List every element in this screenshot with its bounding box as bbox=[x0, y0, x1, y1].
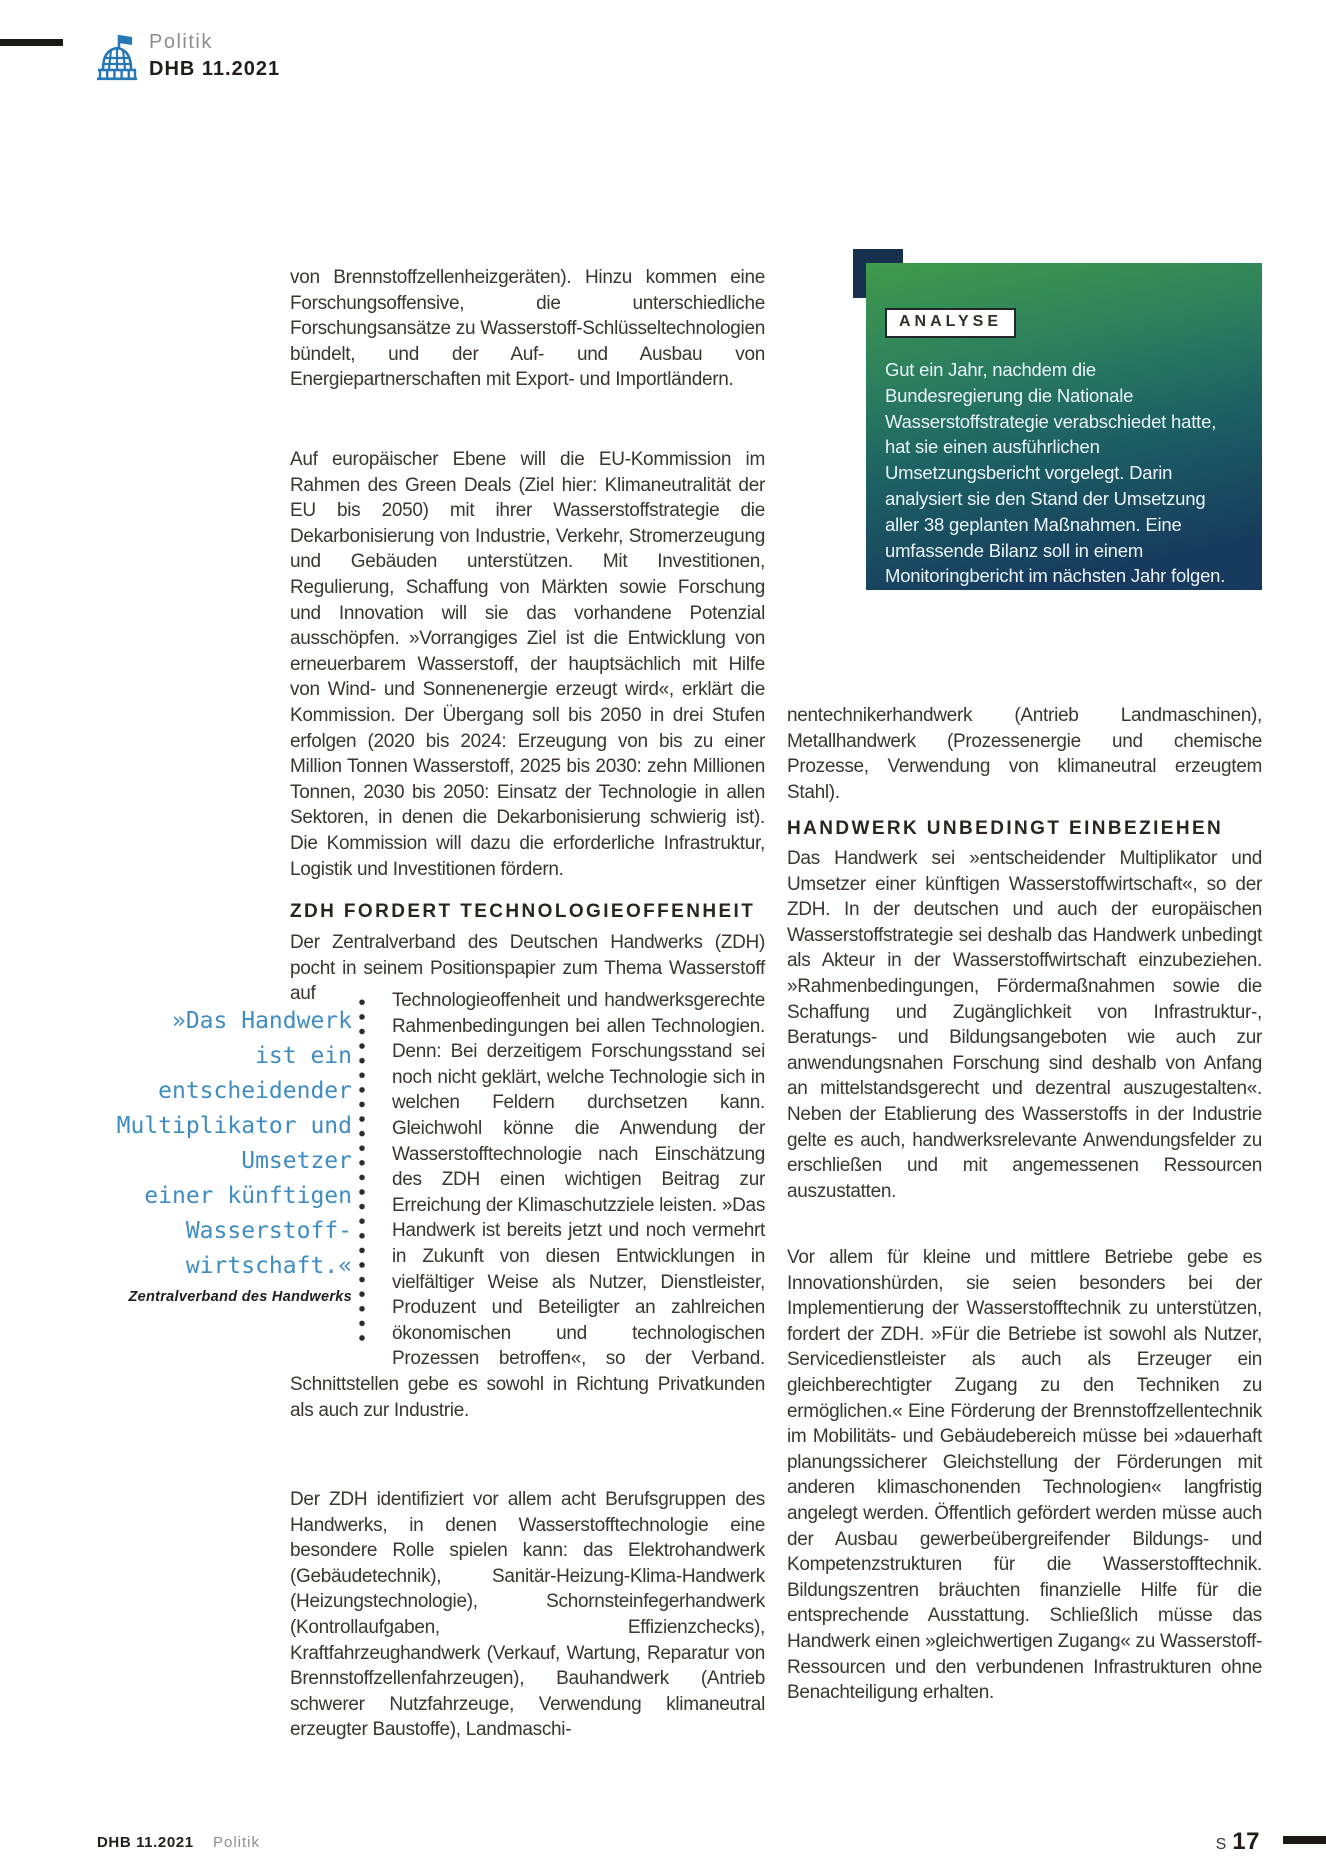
pull-quote-line: wirtschaft.« bbox=[185, 1253, 352, 1279]
body-paragraph-2: Auf europäischer Ebene will die EU-Kommission im Rahmen des Green Deals (Ziel hier: Klimaneutralität der EU bis 2050) mit ihrer Wasserstoffstrategie die Dekarbonisierung von Industrie, Verkehr, Stromerzeugung und Gebäuden unterstützen. Mit Investitionen, Regulierung, Schaffung von Märkten sowie Forschung und Innovation will sie das vorhandene Potenzial ausschöpfen. »Vorrangiges Ziel ist die Entwicklung von erneuerbarem Wasserstoff, der hauptsächlich mit Hilfe von Wind- und Sonnenenergie erzeugt wird«, erklärt die Kommission. Der Übergang soll bis 2050 in drei Stufen erfolgen (2020 bis 2024: Erzeugung von bis zu einer Million Tonnen Wasserstoff, 2025 bis 2030: zehn Millionen Tonnen, 2030 bis 2050: Einsatz der Technologie in allen Sektoren, in denen die Dekarbonisierung schwierig ist). Die Kommission will dazu die erforderliche Infrastruktur, Logistik und Investitionen fördern. bbox=[290, 449, 765, 880]
dotted-rule bbox=[358, 995, 366, 1347]
body-paragraph-1: von Brennstoffzellenheizgeräten). Hinzu kommen eine Forschungsoffensive, die unterschiedliche Forschungsansätze zu Wasserstoff-Schlüsseltechnologien bündelt, und der Auf- und Ausbau von Energiepartnerschaften mit Export- und Importländern. bbox=[290, 267, 765, 391]
page-number-value: 17 bbox=[1232, 1828, 1260, 1855]
footer-rule bbox=[1283, 1836, 1326, 1844]
body-paragraph-3-intro: Der Zentralverband des Deutschen Handwerks (ZDH) pocht in seinem Positionspapier zum Thema Wasserstoff auf bbox=[290, 932, 765, 1005]
issue-label: DHB 11.2021 bbox=[149, 58, 281, 80]
body-paragraph-4: Der ZDH identifiziert vor allem acht Berufsgruppen des Handwerks, in denen Wasserstofftechnologie eine besondere Rolle spielen kann: das Elektrohandwerk (Gebäudetechnik), Sanitär-Heizung-Klima-Handwerk (Heizungstechnologie), Schornsteinfegerhandwerk (Kontrollaufgaben, Effizienzchecks), Kraftfahrzeughandwerk (Verkauf, Wartung, Reparatur von Brennstoffzellenfahrzeugen), Bauhandwerk (Antrieb schwerer Nutzfahrzeuge, Verwendung klimaneutral erzeugter Baustoffe), Landmaschi- bbox=[290, 1489, 765, 1741]
flag-shape bbox=[119, 35, 132, 45]
pull-quote-line: Multiplikator und bbox=[116, 1113, 352, 1139]
pull-quote-attribution: Zentralverband des Handwerks bbox=[128, 1289, 352, 1305]
section-kicker: Politik bbox=[149, 31, 213, 53]
analyse-box bbox=[866, 263, 1262, 590]
body-paragraph-3-wrapped: Technologieoffenheit und handwerksgerechte Rahmenbedingungen bei allen Technologien. Denn: Bei derzeitigem Forschungsstand sei noch nicht geklärt, welche Technologie sich in welchen Feldern durchsetzen kann. Gleichwohl könne die Anwendung der Wasserstofftechnologie nach Einschätzung des ZDH einen wichtigen Beitrag zur Erreichung der Klimaschutzziele leisten. »Das Handwerk ist bereits jetzt und noch vermehrt in Zukunft von diesen Entwicklungen in vielfältiger Weise als Nutzer, Dienstleister, Produzent und Beteiligter an zahlreichen ökonomischen und technologischen Prozessen betroffen«, so der Verband. Schnittstellen gebe es sowohl in Richtung Privatkunden als auch zur Industrie. bbox=[290, 990, 766, 1421]
analyse-label: ANALYSE bbox=[885, 308, 1016, 338]
body-paragraph-7: Vor allem für kleine und mittlere Betriebe gebe es Innovationshürden, sie seien besonders bei der Implementierung der Wasserstofftechnik zu unterstützen, fordert der ZDH. »Für die Betriebe ist sowohl als Nutzer, Servicedienstleister als auch als Erzeuger ein gleichberechtigter Zugang zu den Techniken zu ermöglichen.« Eine Förderung der Brennstoffzellentechnik im Mobilitäts- und Gebäudebereich müsse bei »dauerhaft planungssicherer Gleichstellung der Förderungen mit anderen klimaschonenden Technologien« langfristig angelegt werden. Öffentlich gefördert werden müsse auch der Ausbau gewerbeübergreifender Bildungs- und Kompetenzstrukturen für die Wasserstofftechnik. Bildungszentren bräuchten finanzielle Hilfe für die entsprechende Ausstattung. Schließlich müsse das Handwerk einen »gleichwertigen Zugang« zu Wasserstoff-Ressourcen und den verbundenen Infrastrukturen ohne Benachteiligung erhalten. bbox=[787, 1247, 1262, 1704]
section-heading-zdh: ZDH FORDERT TECHNOLOGIEOFFENHEIT bbox=[290, 901, 756, 922]
body-paragraph-5: nentechnikerhandwerk (Antrieb Landmaschinen), Metallhandwerk (Prozessenergie und chemische Prozesse, Verwendung von klimaneutral erzeugtem Stahl). bbox=[787, 705, 1262, 803]
pull-quote-line: einer künftigen bbox=[144, 1183, 352, 1209]
pull-quote-line: Umsetzer bbox=[241, 1148, 352, 1174]
body-paragraph-6: Das Handwerk sei »entscheidender Multiplikator und Umsetzer einer künftigen Wasserstoffwirtschaft«, so der ZDH. In der deutschen und auch der europäischen Wasserstoffstrategie sei deshalb das Handwerk unbedingt als Akteur in der Wasserstoffwirtschaft einzubeziehen. »Rahmenbedingungen, Fördermaßnahmen sowie die Schaffung und Zugänglichkeit von Infrastruktur-, Beratungs- und Bildungsangeboten wie auch zur anwendungsnahen Forschung sind deshalb von Anfang an mittelstandsgerecht und dezentral auszugestalten«. Neben der Etablierung des Wasserstoffs in der Industrie gelte es auch, handwerksrelevante Anwendungsfelder zu erschließen und mit angemessenen Ressourcen auszustatten. bbox=[787, 848, 1262, 1202]
pull-quote-line: ist ein bbox=[255, 1043, 352, 1069]
masthead-rule bbox=[0, 39, 63, 46]
pull-quote-line: »Das Handwerk bbox=[171, 1008, 352, 1034]
footer-section: Politik bbox=[213, 1834, 261, 1851]
pull-quote bbox=[60, 1004, 352, 1284]
reichstag-icon bbox=[95, 33, 139, 81]
section-heading-handwerk: HANDWERK UNBEDINGT EINBEZIEHEN bbox=[787, 818, 1224, 839]
pull-quote-line: Wasserstoff- bbox=[185, 1218, 352, 1244]
analyse-text: Gut ein Jahr, nachdem die Bundesregierung die Nationale Wasserstoffstrategie verabschiedet hatte, hat sie einen ausführlichen Umsetzungsbericht vorgelegt. Darin analysiert sie den Stand der Umsetzung aller 38 geplanten Maßnahmen. Eine umfassende Bilanz soll in einem Monitoringbericht im nächsten Jahr folgen. bbox=[885, 359, 1226, 587]
page-number-prefix: S bbox=[1215, 1836, 1227, 1853]
pull-quote-line: entscheidender bbox=[158, 1078, 352, 1104]
page-number bbox=[1150, 1828, 1260, 1856]
footer-issue: DHB 11.2021 bbox=[97, 1834, 194, 1851]
